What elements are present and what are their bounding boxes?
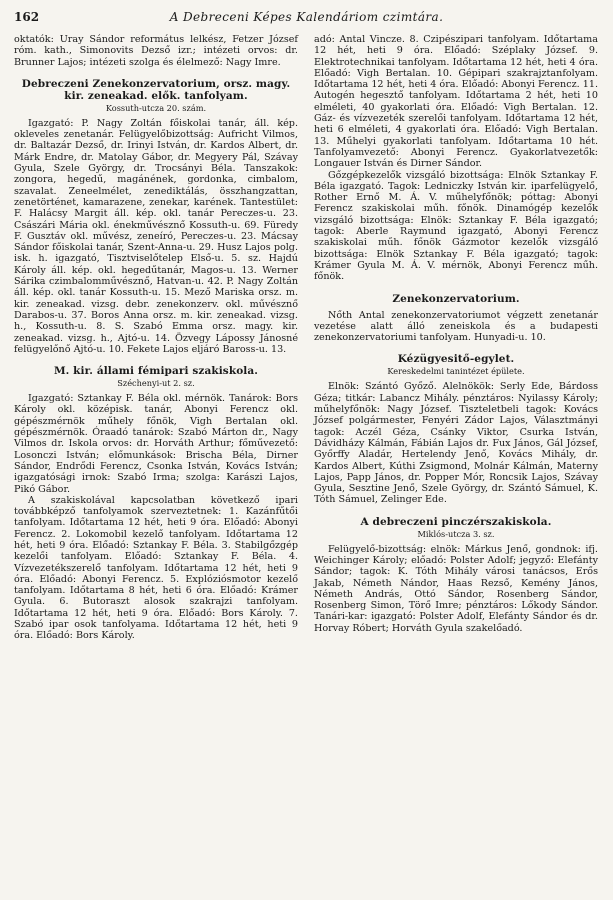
running-title: A Debreceni Képes Kalendáriom czimtára. (169, 10, 444, 24)
section-heading-kezugyesito: Kézügyesitő-egylet. (397, 353, 515, 366)
running-head (14, 10, 599, 32)
right-column (314, 34, 598, 642)
section-body-zenekonzervatorium: Nőth Antal zenekonzervatoriumot végzett zenetanár vezetése alatt álló zeneiskola és a budapesti zenekonzervatoriumi tanfolyam. Hunyadi-u. 10. (314, 309, 598, 344)
section-heading-zenekonzervatorium: Zenekonzervatorium. (392, 292, 520, 305)
continued-paragraph: adó: Antal Vincze. 8. Czipészipari tanfolyam. Időtartama 12 hét, heti 9 óra. Előadó: Széplaky József. 9. Elektrotechnikai tanfolyam. Időtartama 12 hét, heti 4 óra. Előadó: Vigh Bertalan. 10. Gépipari szakrajztanfolyam. Időtartama 12 hét, heti 4 óra. Előadó: Abonyi Ferencz. 11. Autogén hegesztő tanfolyam. Időtartama 2 hét, heti 10 elméleti, 40 gyakorlati óra. Előadó: Vigh Bertalan. 12. Gáz- és vízvezeték szerelői tanfolyam. Időtartama 12 hét, heti 6 elméleti, 4 gyakorlati óra. Előadó: Vigh Bertalan. 13. Műhelyi gyakorlati tanfolyam. Időtartama 10 hét. Tanfolyamvezető: Abonyi Ferencz. Gyakorlatvezetők: Longauer István és Dirner Sándor. (314, 34, 598, 170)
section-address-kezugyesito: Kereskedelmi tanintézet épülete. (387, 366, 525, 377)
section-body-konzervatorium: Igazgató: P. Nagy Zoltán főiskolai tanár, áll. kép. okleveles zenetanár. Felügyelőbizottság: Aufricht Vilmos, dr. Baltazár Dezső, dr. Irinyi István, dr. Kardos Albert, dr. Márk Endre, dr. Matolay Gábor, dr. Megyery Pál, Szávay Gyula, Szele György, dr. Trocsányi Béla. Tanszakok: zongora, hegedű, magánének, gordonka, cimbalom, szavalat. Zeneelmélet, zenediktálás, összhangzattan, zenetörténet, kamarazene, zenekar, karének. Tantestület: F. Halácsy Margit áll. kép. okl. tanár Pereczes-u. 23. Császári Mária okl. énekművésznő Kossuth-u. 69. Füredy F. Gusztáv okl. művész, zeneíró, Pereczes-u. 23. Mácsay Sándor főiskolai tanár, Szent-Anna-u. 29. Husz Lajos polg. isk. h. igazgató, Tisztviselőtelep Első-u. 5. sz. Hajdú Károly áll. kép. okl. hegedűtanár, Magos-u. 13. Werner Sárika czimbalomművésznő, Hatvan-u. 42. P. Nagy Zoltán áll. kép. okl. tanár Kossuth-u. 15. Mező Mariska orsz. m. kir. zeneakad. vizsg. debr. zenekonzerv. okl. művésznő Darabos-u. 37. Boros Anna orsz. m. kir. zeneakad. vizsg. h., Kossuth-u. 8. S. Szabó Emma orsz. magy. kir. zeneakad. vizsg. h., Ajtó-u. 14. Özvegy Lápossy Jánosné felügyelőnő Ajtó-u. 10. Fekete Lajos eljáró Baross-u. 13. (14, 117, 298, 355)
page-number: 162 (14, 10, 40, 24)
section-heading-konzervatorium: Debreczeni Zenekonzervatorium, orsz. magy. kir. zeneakad. elők. tanfolyam. (21, 77, 291, 102)
section-body-femipari-staff: Igazgató: Sztankay F. Béla okl. mérnök. Tanárok: Bors Károly okl. középisk. tanár, Abonyi Ferencz okl. gépészmérnök műhely főnök, Vigh Bertalan okl. gépészmérnök. Óraadó tanárok: Szabó Márton dr., Nagy Vilmos dr. Iskola orvos: dr. Horváth Arthur; főművezető: Losonczi István; előmunkások: Brischa Béla, Dirner Sándor, Endrődi Ferencz, Csonka István, Kovács István; igazgatósági irnok: Szabó Irma; szolga: Karászi Lajos, Pikó Gábor. (14, 393, 298, 495)
section-body-pinczer: Felügyelő-bizottság: elnök: Márkus Jenő, gondnok: ifj. Weichinger Károly; előadó: Polster Adolf; jegyző: Elefánty Sándor; tagok: K. Tóth Mihály városi tanácsos, Erős Jakab, Németh Nándor, Haas Rezső, Kemény János, Németh András, Ottó Sándor, Rosenberg Sándor, Rosenberg Simon, Törő Imre; pénztáros: Lőkody Sándor. Tanári-kar: igazgató: Polster Adolf, Elefánty Sándor és dr. Horvay Róbert; Horváth Gyula szakelőadó. (314, 543, 598, 634)
section-address-pinczer: Miklós-utcza 3. sz. (417, 528, 495, 539)
section-heading-femipari: M. kir. állami fémipari szakiskola. (53, 365, 259, 378)
section-address-femipari: Széchenyi-ut 2. sz. (117, 378, 195, 389)
columns (14, 34, 599, 642)
section-heading-pinczer: A debreczeni pinczérszakiskola. (360, 515, 552, 528)
section-body-femipari-courses: A szakiskolával kapcsolatban következő ipari továbbképző tanfolyamok szerveztetnek: 1. Kazánfűtői tanfolyam. Időtartama 12 hét, heti 9 óra. Előadó: Abonyi Ferencz. 2. Lokomobil kezelő tanfolyam. Időtartama 12 hét, heti 9 óra. Előadó: Sztankay F. Béla. 3. Stabilgőzgép kezelői tanfolyam. Előadó: Sztankay F. Béla. 4. Vízvezetékszerelő tanfolyam. Időtartama 12 hét, heti 9 óra. Előadó: Abonyi Ferencz. 5. Explóziósmotor kezelő tanfolyam. Időtartama 8 hét, heti 6 óra. Előadó: Krámer Gyula. 6. Butoraszt alosok szakrajzi tanfolyam. Időtartama 12 hét, heti 9 óra. Előadó: Bors Károly. 7. Szabó ipar osok tanfolyama. Időtartama 12 hét, heti 9 óra. Előadó: Bors Károly. (14, 494, 298, 642)
exam-committee-paragraph: Gőzgépkezelők vizsgáló bizottsága: Elnök Sztankay F. Béla igazgató. Tagok: Ledniczky István kir. iparfelügyelő, Rother Ernő M. Á. V. műhelyfőnök; póttag: Abonyi Ferencz szakiskolai műh. főnök. Dinamógép kezelők vizsgáló bizottsága: Elnök: Sztankay F. Béla igazgató; tagok: Aberle Raymund igazgató, Abonyi Ferencz szakiskolai műh. főnök Gázmotor kezelők vizsgáló bizottsága: Elnök Sztankay F. Béla igazgató; tagok: Krámer Gyula M. Á. V. mérnök, Abonyi Ferencz műh. főnök. (314, 169, 598, 283)
left-column (14, 34, 298, 642)
intro-paragraph: oktatók: Uray Sándor református lelkész, Fetzer József róm. kath., Simonovits Dezső izr.; intézeti orvos: dr. Brunner Lajos; intézeti szolga és élelmező: Nagy Imre. (14, 34, 298, 68)
section-address-konzervatorium: Kossuth-utcza 20. szám. (105, 102, 207, 113)
section-body-kezugyesito: Elnök: Szántó Győző. Alelnökök: Serly Ede, Bárdoss Géza; titkár: Labancz Mihály. pénztáros: Nyilassy Károly; műhelyfőnök: Nagy József. Tiszteletbeli tagok: Kovács József polgármester, Fenyéri Zádor Lajos, Választmányi tagok: Aczél Géza, Csánky Viktor, Csurka István, Dávidházy Kálmán, Fábián Lajos dr. Fux János, Gál József, Győrffy Aladár, Hertelendy Jenő, Kovács Mihály, dr. Kardos Albert, Kúthi Zsigmond, Molnár Kálmán, Materny Lajos, Papp János, dr. Popper Mór, Roncsik Lajos, Szávay Gyula, Sesztine Jenő, Szele György, dr. Szántó Sámuel, K. Tóth Sámuel, Zelinger Ede. (314, 381, 598, 506)
